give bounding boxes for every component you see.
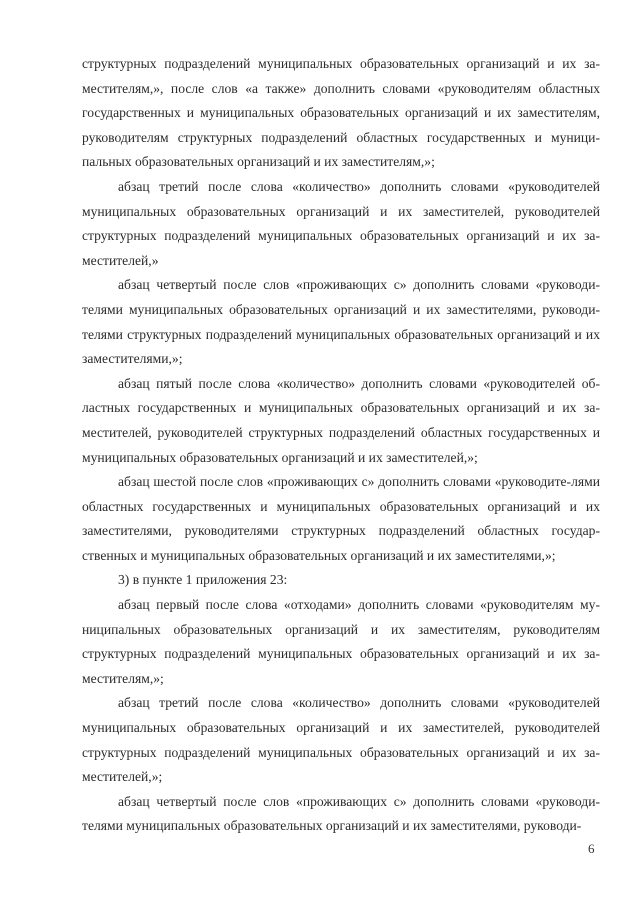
paragraph: абзац третий после слова «количество» дополнить словами «руководителей муниципальных образовательных организаций и их заместителей, руководителей структурных подразделений муниципальных образовательных организаций и их за-местителей,»	[82, 178, 600, 268]
paragraph: 3) в пункте 1 приложения 23:	[118, 572, 288, 588]
page-number: 6	[588, 841, 595, 856]
document-body	[82, 52, 600, 839]
paragraph: абзац шестой после слов «проживающих с» дополнить словами «руководите-лями областных государственных и муниципальных образовательных организаций и их заместителями, руководителями структурных подразделений областных государ-ственных и муниципальных образовательных организаций и их заместителями,»;	[82, 474, 600, 563]
paragraph: абзац первый после слова «отходами» дополнить словами «руководителям му-ниципальных образовательных организаций и их заместителям, руководителям структурных подразделений муниципальных образовательных организаций и их за-местителям,»;	[82, 597, 600, 686]
paragraph: структурных подразделений муниципальных образовательных организаций и их за-местителям,», после слов «а также» дополнить словами «руководителям областных государственных и муниципальных образовательных организаций и их заместителям, руководителям структурных подразделений областных государственных и муници-пальных образовательных организаций и их заместителям,»;	[82, 56, 600, 170]
paragraph: абзац третий после слова «количество» дополнить словами «руководителей муниципальных образовательных организаций и их заместителей, руководителей структурных подразделений муниципальных образовательных организаций и их за-местителей,»;	[82, 695, 600, 785]
paragraph: абзац четвертый после слов «проживающих с» дополнить словами «руководи-телями муниципальных образовательных организаций и их заместителями, руководи-телями структурных подразделений муниципальных образовательных организаций и их заместителями,»;	[82, 277, 600, 367]
paragraph: абзац пятый после слова «количество» дополнить словами «руководителей об-ластных государственных и муниципальных образовательных организаций и их за-местителей, руководителей структурных подразделений областных государственных и муниципальных образовательных организаций и их заместителей,»;	[82, 375, 600, 465]
paragraph: абзац четвертый после слов «проживающих с» дополнить словами «руководи-телями муниципальных образовательных организаций и их заместителями, руководи-	[82, 793, 600, 834]
